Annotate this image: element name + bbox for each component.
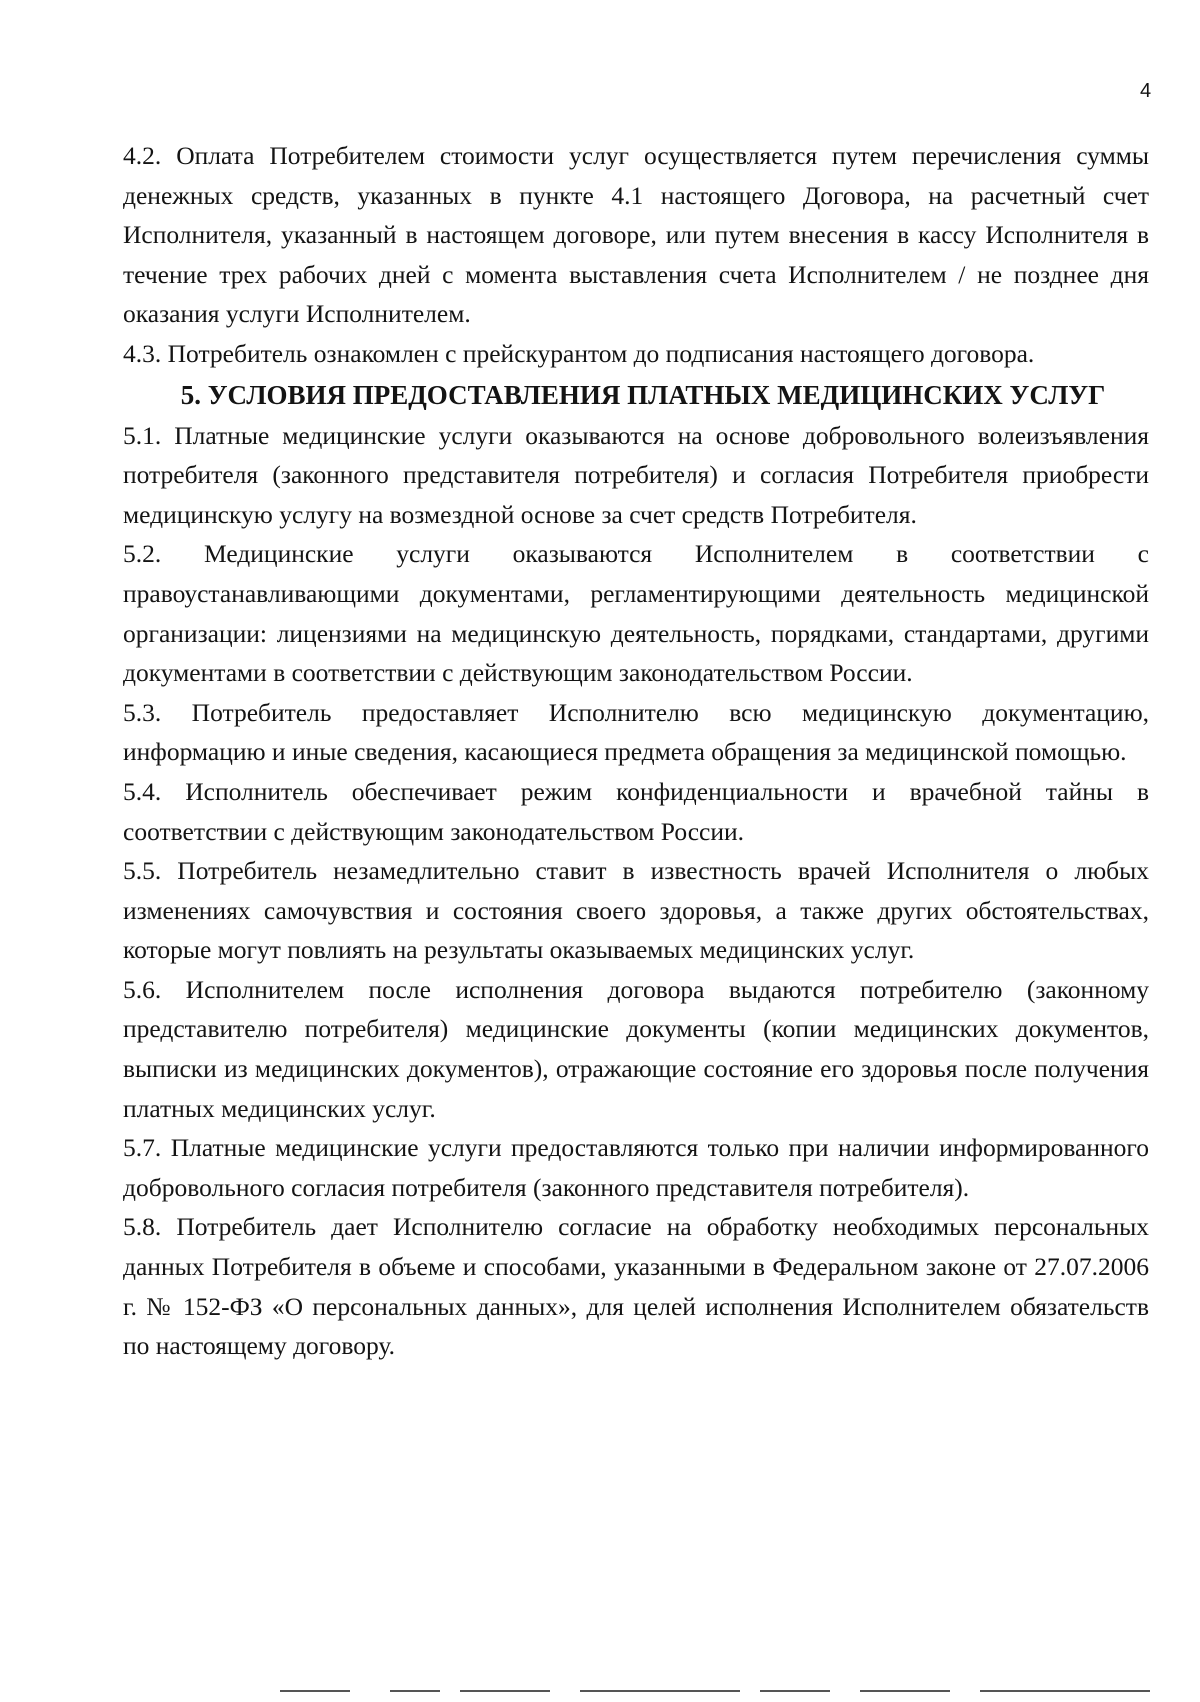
document-body — [123, 136, 1149, 1366]
clause-5-3: 5.3. Потребитель предоставляет Исполнителю всю медицинскую документацию, информацию и иные сведения, касающиеся предмета обращения за медицинской помощью. — [123, 697, 1149, 767]
clause-4-3: 4.3. Потребитель ознакомлен с прейскурантом до подписания настоящего договора. — [123, 338, 1035, 368]
section-5-heading: 5. УСЛОВИЯ ПРЕДОСТАВЛЕНИЯ ПЛАТНЫХ МЕДИЦИНСКИХ УСЛУГ — [180, 379, 1106, 410]
clause-5-6: 5.6. Исполнителем после исполнения договора выдаются потребителю (законному представителю потребителя) медицинские документы (копии медицинских документов, выписки из медицинских документов), отражающие состояние его здоровья после получения платных медицинских услуг. — [123, 974, 1149, 1123]
clause-4-2: 4.2. Оплата Потребителем стоимости услуг осуществляется путем перечисления суммы денежных средств, указанных в пункте 4.1 настоящего Договора, на расчетный счет Исполнителя, указанный в настоящем договоре, или путем внесения в кассу Исполнителя в течение трех рабочих дней с момента выставления счета Исполнителем / не позднее дня оказания услуги Исполнителем. — [123, 141, 1149, 329]
clause-5-5: 5.5. Потребитель незамедлительно ставит в известность врачей Исполнителя о любых изменениях самочувствия и состояния своего здоровья, а также других обстоятельствах, которые могут повлиять на результаты оказываемых медицинских услуг. — [123, 856, 1149, 965]
page-number: 4 — [1140, 80, 1152, 102]
clause-5-7: 5.7. Платные медицинские услуги предоставляются только при наличии информированного добровольного согласия потребителя (законного представителя потребителя). — [123, 1133, 1149, 1202]
clause-5-4: 5.4. Исполнитель обеспечивает режим конфиденциальности и врачебной тайны в соответствии с действующим законодательством России. — [123, 776, 1149, 846]
footer-rule — [280, 1690, 1150, 1694]
clause-5-8: 5.8. Потребитель дает Исполнителю согласие на обработку необходимых персональных данных Потребителя в объеме и способами, указанными в Федеральном законе от 27.07.2006 г. № 152-ФЗ «О персональных данных», для целей исполнения Исполнителем обязательств по настоящему договору. — [123, 1212, 1149, 1361]
clause-5-2: 5.2. Медицинские услуги оказываются Исполнителем в соответствии с правоустанавливающими документами, регламентирующими деятельность медицинской организации: лицензиями на медицинскую деятельность, порядками, стандартами, другими документами в соответствии с действующим законодательством России. — [123, 539, 1149, 688]
clause-5-1: 5.1. Платные медицинские услуги оказываются на основе добровольного волеизъявления потребителя (законного представителя потребителя) и согласия Потребителя приобрести медицинскую услугу на возмездной основе за счет средств Потребителя. — [123, 420, 1149, 529]
